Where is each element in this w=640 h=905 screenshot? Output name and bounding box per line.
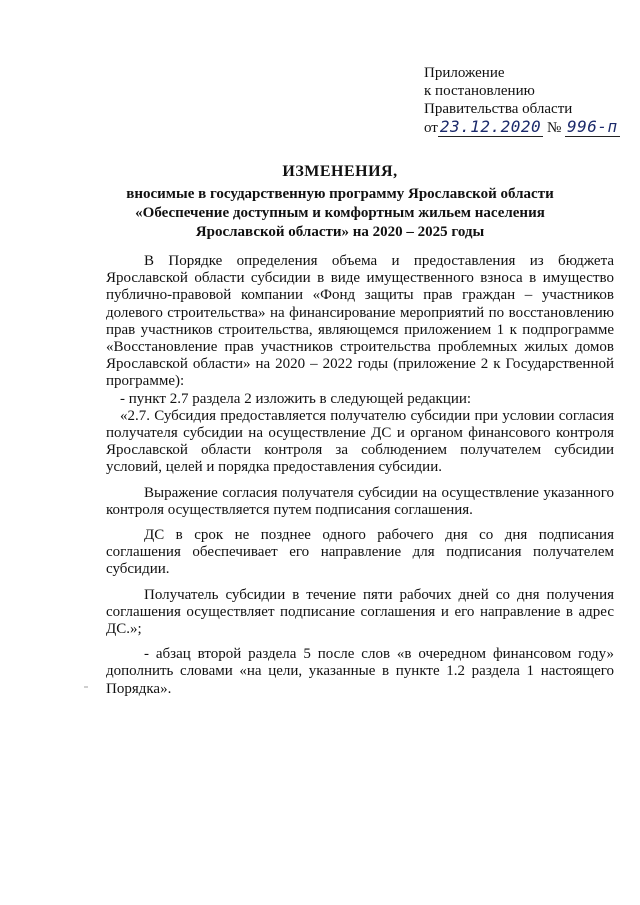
- annex-block: [424, 64, 634, 137]
- annex-government-label: Правительства области: [424, 101, 573, 117]
- handwritten-number: 996-п: [567, 117, 618, 136]
- document-title: [100, 162, 580, 242]
- title-line-2: «Обеспечение доступным и комфортным жильем населения: [135, 205, 545, 221]
- paragraph-intro: В Порядке определения объема и предоставления из бюджета Ярославской области субсидии в виде имущественного взноса в имущество публично-правовой компании «Фонд защиты прав граждан – участников долевого строительства» на финансирование мероприятий по восстановлению прав участников строительства, являющемся приложением 1 к подпрограмме «Восстановление прав участников строительства проблемных жилых домов Ярославской области» на 2020 – 2022 годы (приложение 2 к Государственной программе):: [106, 253, 614, 390]
- paragraph-recipient: Получатель субсидии в течение пяти рабочих дней со дня получения соглашения осуществляет подписание соглашения и его направление в адрес ДС.»;: [106, 586, 614, 638]
- paragraph-item-2-7: - пункт 2.7 раздела 2 изложить в следующей редакции:: [120, 390, 472, 407]
- paragraph-ds-term: ДС в срок не позднее одного рабочего дня со дня подписания соглашения обеспечивает его направление для подписания получателем субсидии.: [106, 527, 614, 578]
- annex-resolution-label: к постановлению: [424, 83, 535, 99]
- paragraph-quote-2-7: «2.7. Субсидия предоставляется получателю субсидии при условии согласия получателя субсидии на осуществление ДС и органом финансового контроля Ярославской области контроля за соблюдением получателем субсидии условий, целей и порядка предоставления субсидии.: [106, 407, 614, 476]
- paragraph-section-5: - абзац второй раздела 5 после слов «в очередном финансовом году» дополнить словами «на цели, указанные в пункте 1.2 раздела 1 настоящего Порядка».: [106, 646, 614, 697]
- title-line-3: Ярославской области» на 2020 – 2025 годы: [195, 224, 485, 240]
- title-line-1: вносимые в государственную программу Ярославской области: [126, 186, 554, 202]
- title-heading: ИЗМЕНЕНИЯ,: [282, 163, 398, 180]
- handwritten-date: 23.12.2020: [439, 117, 542, 136]
- annex-label: Приложение: [424, 65, 505, 81]
- annex-reference: [424, 118, 634, 137]
- paragraph-consent: Выражение согласия получателя субсидии на осуществление указанного контроля осуществляется путем подписания соглашения.: [106, 484, 614, 518]
- scan-speck: [84, 686, 88, 688]
- annex-from-prefix: от: [424, 120, 438, 136]
- annex-number-prefix: №: [546, 120, 562, 136]
- document-body: [106, 253, 614, 698]
